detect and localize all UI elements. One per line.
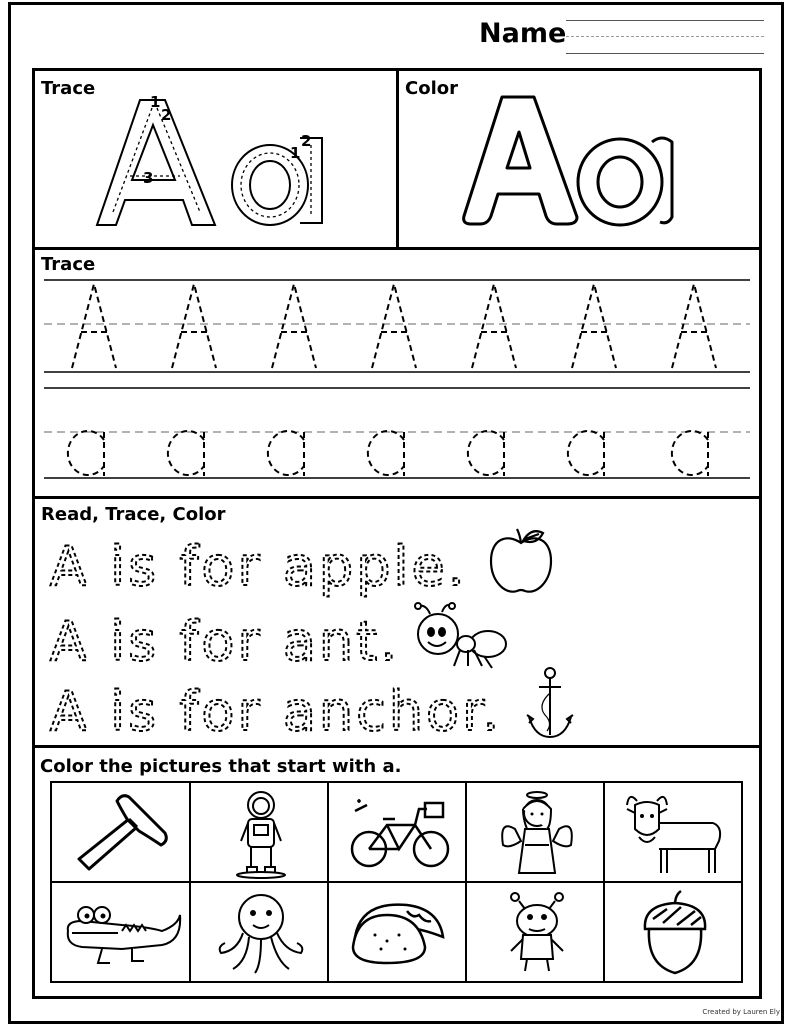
- axe-icon: [67, 791, 177, 876]
- octopus-icon: [213, 891, 309, 977]
- trace-lowercase-a[interactable]: [672, 431, 708, 476]
- name-mid-line: [566, 36, 764, 37]
- sentence-text-1: A is for apple.: [50, 535, 468, 598]
- alien-icon: [505, 891, 569, 977]
- bicycle-icon: [347, 797, 451, 873]
- picture-cell-taco[interactable]: [327, 881, 467, 983]
- trace-uppercase-a[interactable]: [672, 284, 716, 368]
- trace-lowercase-a[interactable]: [568, 431, 604, 476]
- stroke-number-5: 2: [301, 132, 312, 150]
- trace-lowercase-a[interactable]: [268, 431, 304, 476]
- angel-icon: [499, 789, 575, 879]
- trace-uppercase-a[interactable]: [272, 284, 316, 368]
- stroke-number-3: 3: [143, 169, 154, 187]
- picture-cell-bicycle[interactable]: [327, 781, 467, 883]
- astronaut-icon: [231, 789, 291, 879]
- picture-cell-octopus[interactable]: [189, 881, 329, 983]
- credit-text: Created by Lauren Ely: [702, 1008, 780, 1016]
- stroke-number-1: 1: [150, 93, 161, 111]
- sentence-text-3: A is for anchor.: [50, 680, 503, 743]
- trace-label: Trace: [41, 78, 96, 99]
- anchor-icon[interactable]: [525, 665, 575, 745]
- name-label: Name: [479, 18, 567, 49]
- picture-cell-goat[interactable]: [603, 781, 743, 883]
- picture-cell-angel[interactable]: [465, 781, 605, 883]
- stroke-number-2: 2: [161, 106, 172, 124]
- trace-uppercase-a[interactable]: [472, 284, 516, 368]
- trace-uppercase-a[interactable]: [172, 284, 216, 368]
- trace-lowercase-a[interactable]: [168, 431, 204, 476]
- sentence-row-3[interactable]: [50, 675, 520, 743]
- ant-icon[interactable]: [412, 600, 510, 672]
- name-write-line[interactable]: [566, 53, 764, 54]
- picture-cell-alien[interactable]: [465, 881, 605, 983]
- alligator-icon: [62, 901, 184, 971]
- picture-cell-axe[interactable]: [50, 781, 191, 883]
- picture-cell-astronaut[interactable]: [189, 781, 329, 883]
- color-label: Color: [405, 78, 458, 99]
- apple-icon[interactable]: [487, 525, 555, 597]
- trace-lowercase-a[interactable]: [468, 431, 504, 476]
- stroke-number-4: 1: [290, 144, 301, 162]
- trace-rows-label: Trace: [41, 254, 96, 275]
- picture-cell-alligator[interactable]: [50, 881, 191, 983]
- sentence-row-1[interactable]: [50, 530, 480, 598]
- trace-aa-letters[interactable]: [95, 90, 335, 240]
- trace-uppercase-a[interactable]: [572, 284, 616, 368]
- read-trace-color-label: Read, Trace, Color: [41, 504, 226, 525]
- trace-uppercase-a: [97, 100, 215, 225]
- picture-cell-acorn[interactable]: [603, 881, 743, 983]
- trace-uppercase-a[interactable]: [372, 284, 416, 368]
- name-top-line: [566, 20, 764, 21]
- goat-icon: [623, 791, 727, 877]
- trace-lowercase-a[interactable]: [68, 431, 104, 476]
- trace-lowercase-a: [232, 138, 322, 225]
- sentence-text-2: A is for ant.: [50, 610, 401, 673]
- trace-lowercase-a[interactable]: [368, 431, 404, 476]
- color-aa-letters[interactable]: [462, 92, 682, 232]
- trace-rows[interactable]: [44, 276, 750, 484]
- taco-icon: [347, 897, 451, 971]
- color-pictures-label: Color the pictures that start with a.: [40, 756, 402, 777]
- acorn-icon: [633, 889, 717, 977]
- trace-uppercase-a[interactable]: [72, 284, 116, 368]
